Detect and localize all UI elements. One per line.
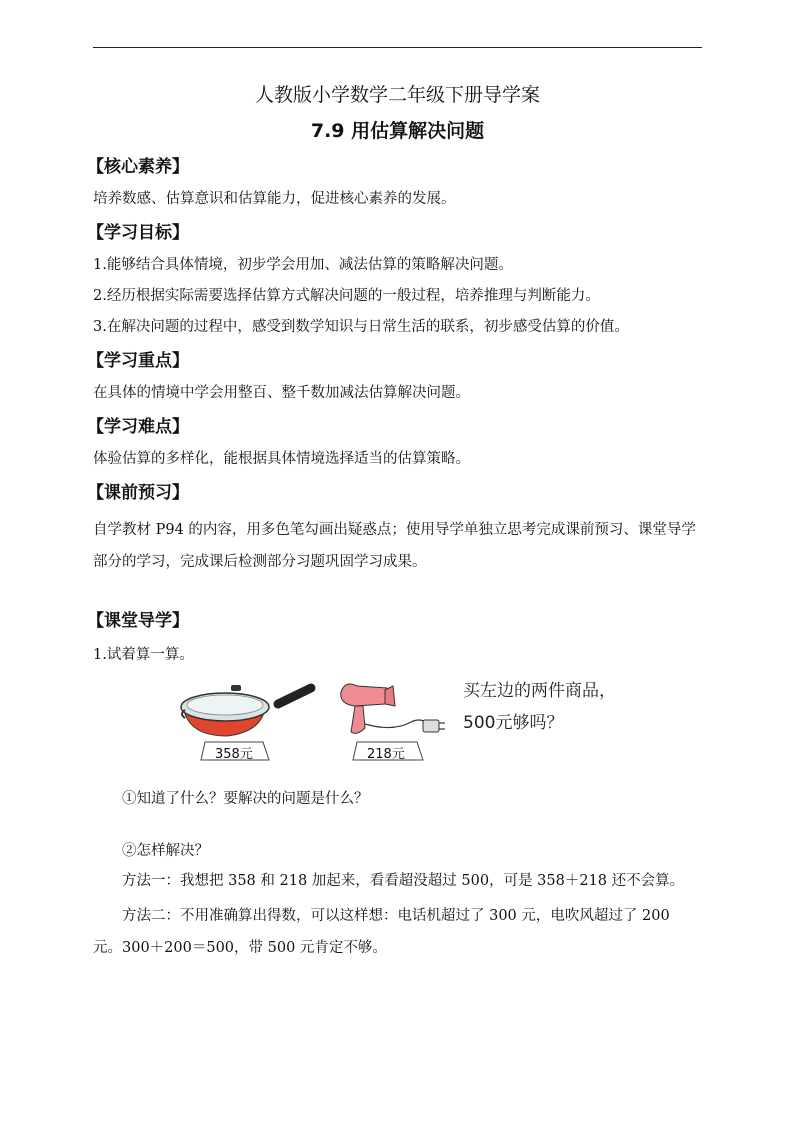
method-2: 方法二：不用准确算出得数，可以这样想：电话机超过了 300 元，电吹风超过了 200 元。300＋200＝500，带 500 元肯定不够。 xyxy=(93,908,670,956)
method-1: 方法一：我想把 358 和 218 加起来，看看超没超过 500，可是 358＋218 还不会算。 xyxy=(122,873,685,889)
shopping-figure xyxy=(93,674,702,774)
document-title: 人教版小学数学二年级下册导学案 xyxy=(254,84,540,106)
document-page xyxy=(87,82,702,964)
goal-item-3: 3.在解决问题的过程中，感受到数学知识与日常生活的联系，初步感受估算的价值。 xyxy=(93,319,629,335)
lesson-title: 7.9 用估算解决问题 xyxy=(310,120,485,142)
frying-pan-icon xyxy=(181,685,311,736)
goals-heading: 【学习目标】 xyxy=(87,223,189,243)
question-1: 1.试着算一算。 xyxy=(93,647,194,663)
step-2: ②怎样解决？ xyxy=(122,843,209,859)
difficult-text: 体验估算的多样化，能根据具体情境选择适当的估算策略。 xyxy=(93,451,470,467)
core-text: 培养数感、估算意识和估算能力，促进核心素养的发展。 xyxy=(93,191,456,207)
classroom-heading: 【课堂导学】 xyxy=(87,611,189,631)
pan-price-label: 358元 xyxy=(215,747,253,762)
dryer-price-label: 218元 xyxy=(367,747,405,762)
core-heading: 【核心素养】 xyxy=(87,157,189,177)
key-text: 在具体的情境中学会用整百、整千数加减法估算解决问题。 xyxy=(93,385,470,401)
header-rule xyxy=(93,47,702,48)
preview-heading: 【课前预习】 xyxy=(87,483,189,503)
preview-text: 自学教材 P94 的内容，用多色笔勾画出疑惑点；使用导学单独立思考完成课前预习、课堂导学部分的学习，完成课后检测部分习题巩固学习成果。 xyxy=(93,522,696,570)
speech-line-1: 买左边的两件商品， xyxy=(463,681,616,701)
goal-item-2: 2.经历根据实际需要选择估算方式解决问题的一般过程，培养推理与判断能力。 xyxy=(93,288,600,304)
goal-item-1: 1.能够结合具体情境，初步学会用加、减法估算的策略解决问题。 xyxy=(93,257,513,273)
step-1: ①知道了什么？要解决的问题是什么？ xyxy=(122,791,369,807)
key-heading: 【学习重点】 xyxy=(87,351,189,371)
difficult-heading: 【学习难点】 xyxy=(87,417,189,437)
speech-line-2: 500元够吗？ xyxy=(463,713,564,733)
hair-dryer-icon xyxy=(341,684,445,733)
